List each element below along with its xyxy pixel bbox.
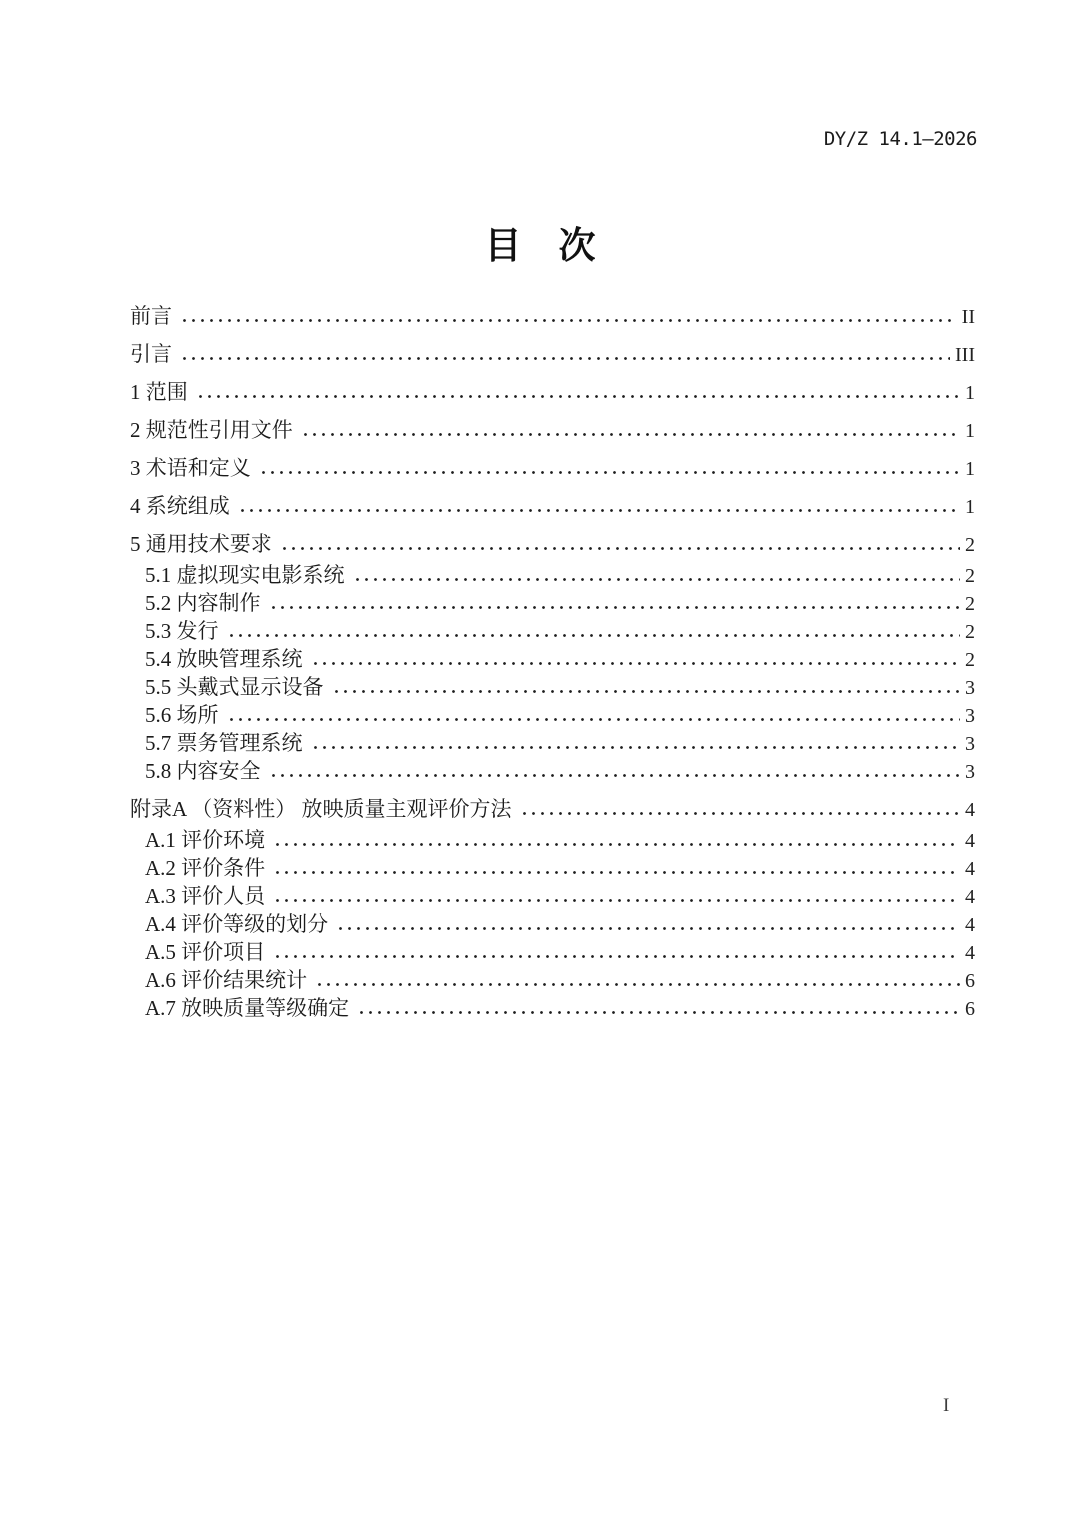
dot-leader (269, 605, 961, 610)
toc-entry-label: 2 规范性引用文件 (130, 418, 293, 442)
toc-entry-label: A.2 评价条件 (145, 856, 266, 880)
toc-entry-label: 5.7 票务管理系统 (145, 731, 303, 755)
toc-entry-page: 1 (965, 382, 975, 404)
toc-entry-page: II (961, 306, 975, 328)
toc-entry-label: 4 系统组成 (130, 494, 230, 518)
toc-entry[interactable] (130, 674, 975, 702)
dot-leader (273, 954, 960, 959)
dot-leader (269, 773, 961, 778)
toc-entry-page: 2 (965, 534, 975, 556)
toc-entry-page: 4 (965, 799, 975, 821)
toc-entry-label: A.1 评价环境 (145, 828, 266, 852)
toc-entry-page: 4 (965, 914, 975, 936)
toc-entry[interactable] (130, 730, 975, 758)
dot-leader (273, 842, 960, 847)
toc-entry[interactable] (130, 562, 975, 590)
toc-entry-page: 3 (965, 677, 975, 699)
toc-entry[interactable] (130, 911, 975, 939)
toc-entry-label: 1 范围 (130, 380, 188, 404)
dot-leader (227, 717, 961, 722)
toc-entry-label: 5 通用技术要求 (130, 532, 272, 556)
toc-entry-page: 4 (965, 886, 975, 908)
toc-entry-page: 1 (965, 420, 975, 442)
toc-entry-page: 3 (965, 761, 975, 783)
toc-entry[interactable] (130, 303, 975, 331)
toc-entry-label: 5.1 虚拟现实电影系统 (145, 563, 345, 587)
toc-entry-label: 5.4 放映管理系统 (145, 647, 303, 671)
toc-entry[interactable] (130, 883, 975, 911)
toc-entry-page: 4 (965, 942, 975, 964)
toc-entry-label: A.4 评价等级的划分 (145, 912, 329, 936)
toc-entry-page: 4 (965, 858, 975, 880)
dot-leader (311, 661, 961, 666)
toc-entry[interactable] (130, 493, 975, 521)
toc-entry-page: 1 (965, 496, 975, 518)
toc-entry-page: III (955, 344, 975, 366)
dot-leader (227, 633, 961, 638)
dot-leader (238, 508, 960, 513)
dot-leader (353, 577, 961, 582)
toc-entry[interactable] (130, 417, 975, 445)
toc-entry[interactable] (130, 702, 975, 730)
toc-entry[interactable] (130, 796, 975, 824)
toc-entry-label: 前言 (130, 304, 172, 328)
toc-entry-page: 2 (965, 621, 975, 643)
toc-entry-page: 3 (965, 705, 975, 727)
dot-leader (336, 926, 960, 931)
dot-leader (273, 898, 960, 903)
toc-list (130, 303, 975, 1023)
toc-entry-label: A.5 评价项目 (145, 940, 266, 964)
toc-entry-label: A.6 评价结果统计 (145, 968, 308, 992)
dot-leader (357, 1010, 960, 1015)
dot-leader (273, 870, 960, 875)
dot-leader (311, 745, 961, 750)
dot-leader (196, 394, 960, 399)
toc-entry-page: 2 (965, 565, 975, 587)
toc-entry[interactable] (130, 531, 975, 559)
page-number: I (943, 1395, 950, 1416)
dot-leader (301, 432, 960, 437)
toc-entry-label: 引言 (130, 342, 172, 366)
dot-leader (180, 356, 950, 361)
toc-entry[interactable] (130, 590, 975, 618)
toc-entry-page: 2 (965, 593, 975, 615)
toc-entry-label: 5.2 内容制作 (145, 591, 261, 615)
toc-title: 目 次 (484, 225, 596, 266)
toc-entry-page: 1 (965, 458, 975, 480)
standard-number: DY/Z 14.1—2026 (823, 128, 977, 150)
dot-leader (180, 318, 957, 323)
toc-entry-label: 5.6 场所 (145, 703, 219, 727)
toc-entry-page: 3 (965, 733, 975, 755)
toc-entry[interactable] (130, 646, 975, 674)
toc-entry-page: 6 (965, 970, 975, 992)
toc-entry-label: 5.8 内容安全 (145, 759, 261, 783)
toc-entry[interactable] (130, 618, 975, 646)
dot-leader (520, 811, 960, 816)
toc-entry-label: 5.5 头戴式显示设备 (145, 675, 324, 699)
toc-entry-label: A.7 放映质量等级确定 (145, 996, 350, 1020)
toc-entry[interactable] (130, 967, 975, 995)
toc-entry[interactable] (130, 341, 975, 369)
toc-entry[interactable] (130, 939, 975, 967)
toc-entry[interactable] (130, 379, 975, 407)
dot-leader (332, 689, 961, 694)
toc-entry[interactable] (130, 455, 975, 483)
toc-entry-label: 附录A （资料性） 放映质量主观评价方法 (130, 797, 512, 821)
toc-entry[interactable] (130, 827, 975, 855)
dot-leader (259, 470, 960, 475)
toc-entry-page: 4 (965, 830, 975, 852)
dot-leader (315, 982, 960, 987)
toc-entry-label: 3 术语和定义 (130, 456, 251, 480)
toc-entry-page: 6 (965, 998, 975, 1020)
toc-entry[interactable] (130, 758, 975, 786)
toc-entry-page: 2 (965, 649, 975, 671)
toc-entry[interactable] (130, 995, 975, 1023)
toc-entry-label: A.3 评价人员 (145, 884, 266, 908)
toc-entry[interactable] (130, 855, 975, 883)
dot-leader (280, 546, 960, 551)
toc-entry-label: 5.3 发行 (145, 619, 219, 643)
